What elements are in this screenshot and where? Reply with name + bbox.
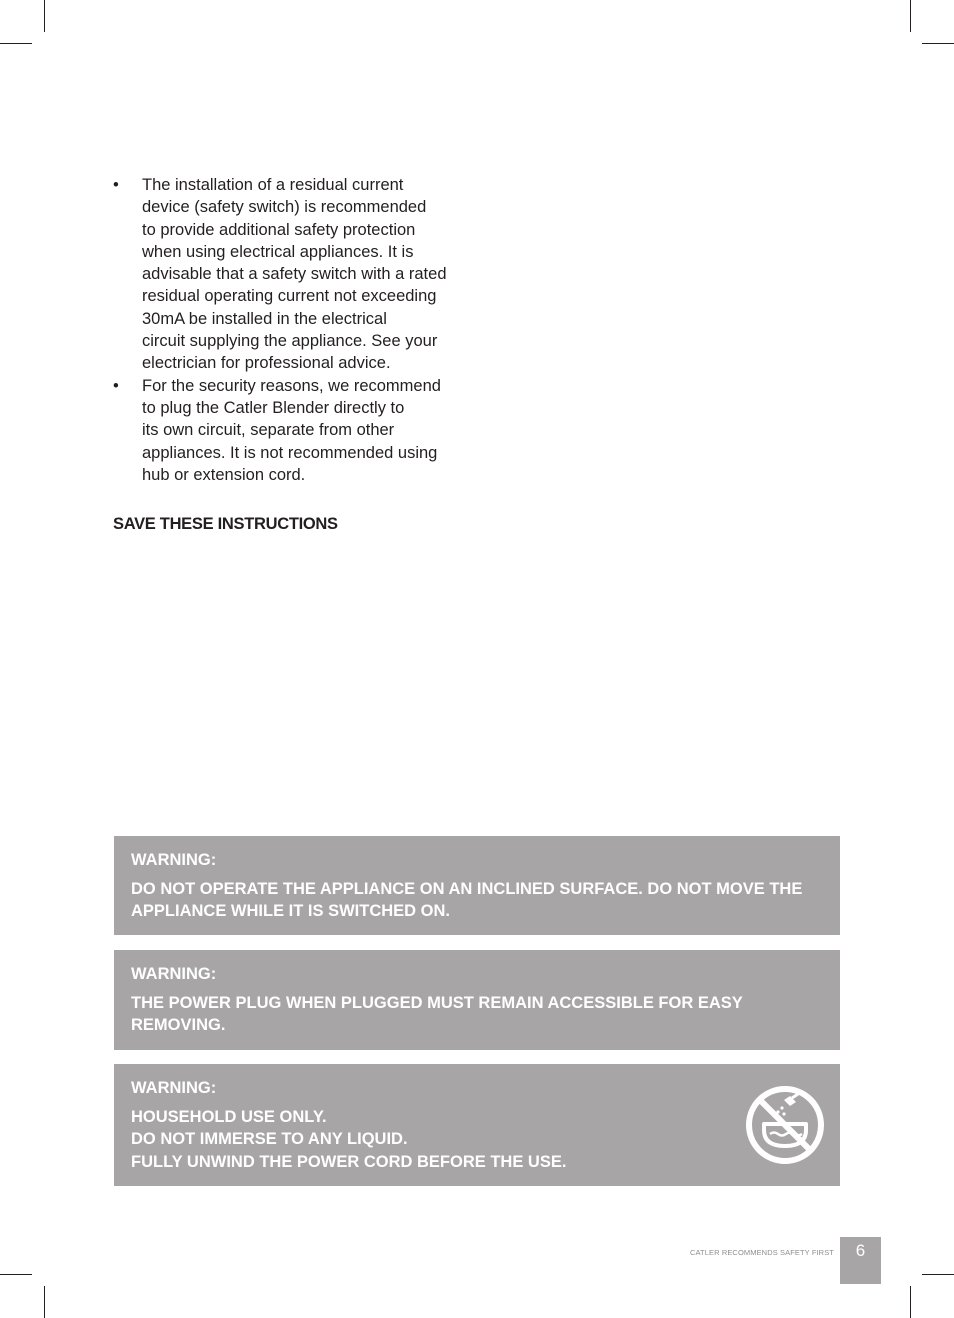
warning-box-inclined-surface [114,836,840,935]
warning-line: REMOVING. [131,1016,226,1034]
bullet-line: The installation of a residual current [142,176,404,194]
warning-line: DO NOT IMMERSE TO ANY LIQUID. [131,1130,408,1148]
bullet-line: electrician for professional advice. [142,354,391,373]
bullet-line: hub or extension cord. [142,465,306,484]
bullet-line: its own circuit, separate from other [142,421,395,440]
warning-title: WARNING: [131,965,217,983]
bullet-line: residual operating current not exceeding [142,287,437,306]
warning-line: THE POWER PLUG WHEN PLUGGED MUST REMAIN ACCESSIBLE FOR EASY [131,993,743,1012]
save-instructions-heading: SAVE THESE INSTRUCTIONS [113,515,338,533]
bullet-item [113,174,473,375]
safety-bullet-list [113,174,473,486]
crop-mark [0,1274,32,1275]
bullet-line: For the security reasons, we recommend [142,376,441,395]
crop-mark [44,0,45,32]
warning-title: WARNING: [131,1079,217,1097]
no-immersion-icon [744,1084,826,1166]
bullet-line: 30mA be installed in the electrical [142,309,387,328]
bullet-line: device (safety switch) is recommended [142,198,427,217]
footer-tagline: CATLER RECOMMENDS SAFETY FIRST [690,1248,834,1257]
crop-mark [0,43,32,44]
crop-mark [922,43,954,44]
bullet-line: circuit supplying the appliance. See your [142,332,438,351]
warning-box-household-use [114,1064,840,1186]
crop-mark [44,1286,45,1318]
warning-box-power-plug [114,950,840,1050]
bullet-line: appliances. It is not recommended using [142,443,438,462]
crop-mark [922,1274,954,1275]
bullet-item [113,375,473,486]
bullet-line: when using electrical appliances. It is [142,242,414,261]
crop-mark [910,0,911,32]
warning-line: APPLIANCE WHILE IT IS SWITCHED ON. [131,902,451,920]
bullet-marker: • [113,376,119,395]
page-number: 6 [840,1237,881,1284]
bullet-line: to provide additional safety protection [142,220,416,239]
warning-line: HOUSEHOLD USE ONLY. [131,1107,327,1126]
warning-line: FULLY UNWIND THE POWER CORD BEFORE THE USE. [131,1152,567,1171]
warning-line: DO NOT OPERATE THE APPLIANCE ON AN INCLINED SURFACE. DO NOT MOVE THE [131,879,803,898]
crop-mark [910,1286,911,1318]
bullet-marker: • [113,176,119,194]
warning-title: WARNING: [131,851,217,869]
bullet-line: to plug the Catler Blender directly to [142,398,405,417]
bullet-line: advisable that a safety switch with a rated [142,265,447,284]
